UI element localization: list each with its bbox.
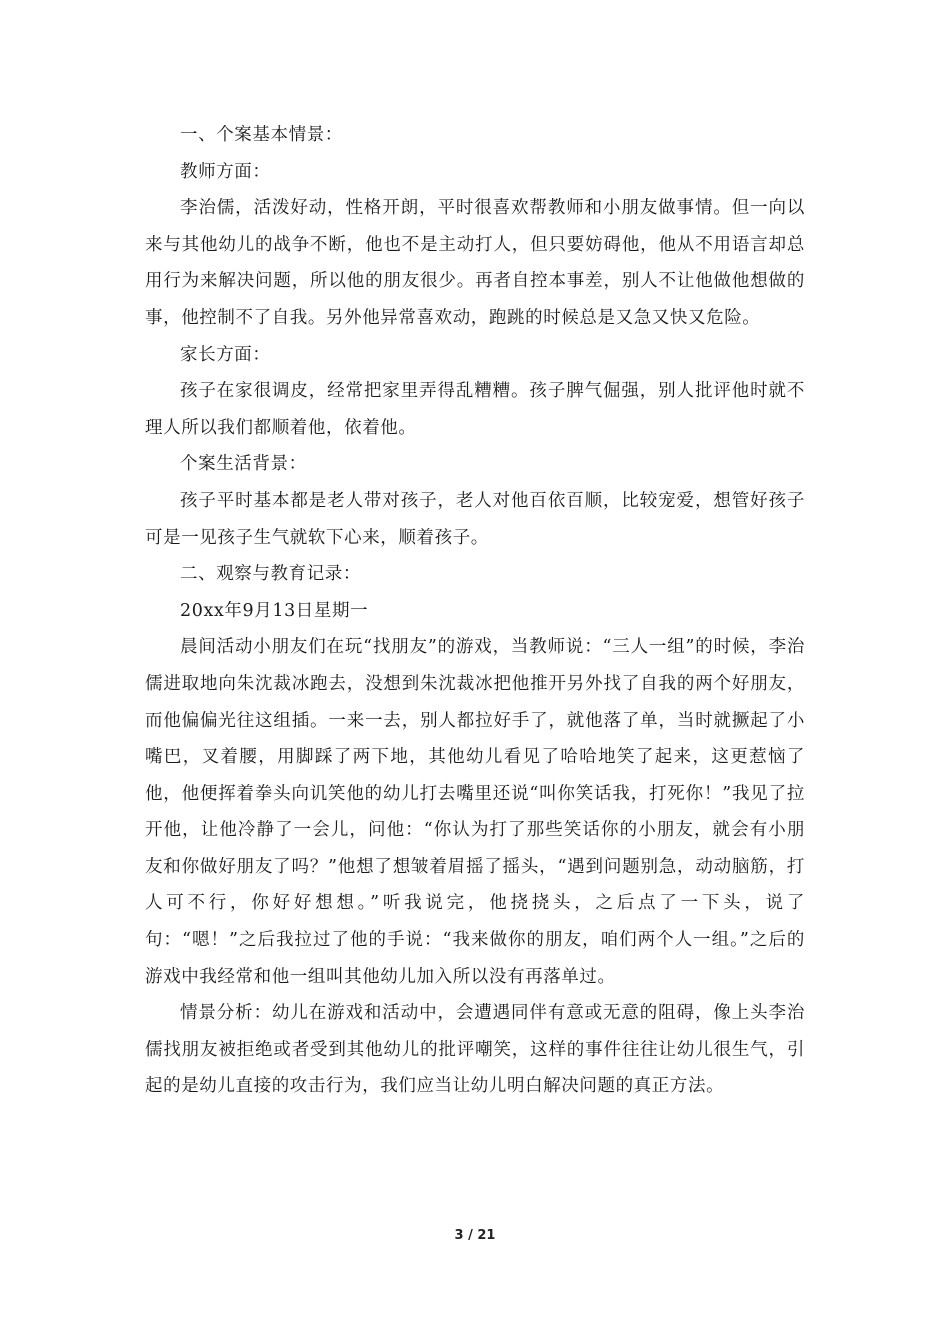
paragraph-teacher-description: 李治儒，活泼好动，性格开朗，平时很喜欢帮教师和小朋友做事情。但一向以来与其他幼儿的战争不断，他也不是主动打人，但只要妨碍他，他从不用语言却总用行为来解决问题，所以他的朋友很少。再者自控本事差，别人不让他做他想做的事，他控制不了自我。另外他异常喜欢动，跑跳的时候总是又急又快又危险。 — [145, 198, 805, 328]
document-body — [145, 117, 805, 1105]
section-heading-observation: 二、观察与教育记录： — [180, 564, 361, 585]
paragraph-observation-record: 晨间活动小朋友们在玩“找朋友”的游戏，当教师说：“三人一组”的时候，李治儒进取地向朱沈裁冰跑去，没想到朱沈裁冰把他推开另外找了自我的两个好朋友，而他偏偏光往这组插。一来一去，别人都拉好手了，就他落了单，当时就撅起了小嘴巴，叉着腰，用脚踩了两下地，其他幼儿看见了哈哈地笑了起来，这更惹恼了他，他便挥着拳头向讥笑他的幼儿打去嘴里还说“叫你笑话我，打死你！”我见了拉开他，让他冷静了一会儿，问他：“你认为打了那些笑话你的小朋友，就会有小朋友和你做好朋友了吗？”他想了想皱着眉摇了摇头，“遇到问题别急，动动脑筋，打人可不行，你好好想想。”听我说完，他挠挠头，之后点了一下头，说了句：“嗯！”之后我拉过了他的手说：“我来做你的朋友，咱们两个人一组。”之后的游戏中我经常和他一组叫其他幼儿加入所以没有再落单过。 — [145, 637, 805, 987]
section-heading-case-basics: 一、个案基本情景： — [180, 125, 343, 145]
record-date: 20xx年9月13日星期一 — [180, 600, 369, 621]
page-number: 3 / 21 — [454, 1228, 496, 1243]
paragraph-parent-description: 孩子在家很调皮，经常把家里弄得乱糟糟。孩子脾气倔强，别人批评他时就不理人所以我们都顺着他，依着他。 — [145, 381, 805, 438]
paragraph-life-background: 孩子平时基本都是老人带对孩子，老人对他百依百顺，比较宠爱，想管好孩子可是一见孩子生气就软下心来，顺着孩子。 — [145, 490, 805, 548]
paragraph-situation-analysis: 情景分析：幼儿在游戏和活动中，会遭遇同伴有意或无意的阻碍，像上头李治儒找朋友被拒绝或者受到其他幼儿的批评嘲笑，这样的事件往往让幼儿很生气，引起的是幼儿直接的攻击行为，我们应当让幼儿明白解决问题的真正方法。 — [145, 1003, 805, 1097]
subheading-parent-side: 家长方面： — [180, 344, 271, 365]
subheading-life-background: 个案生活背景： — [180, 454, 307, 475]
subheading-teacher-side: 教师方面： — [180, 161, 271, 182]
